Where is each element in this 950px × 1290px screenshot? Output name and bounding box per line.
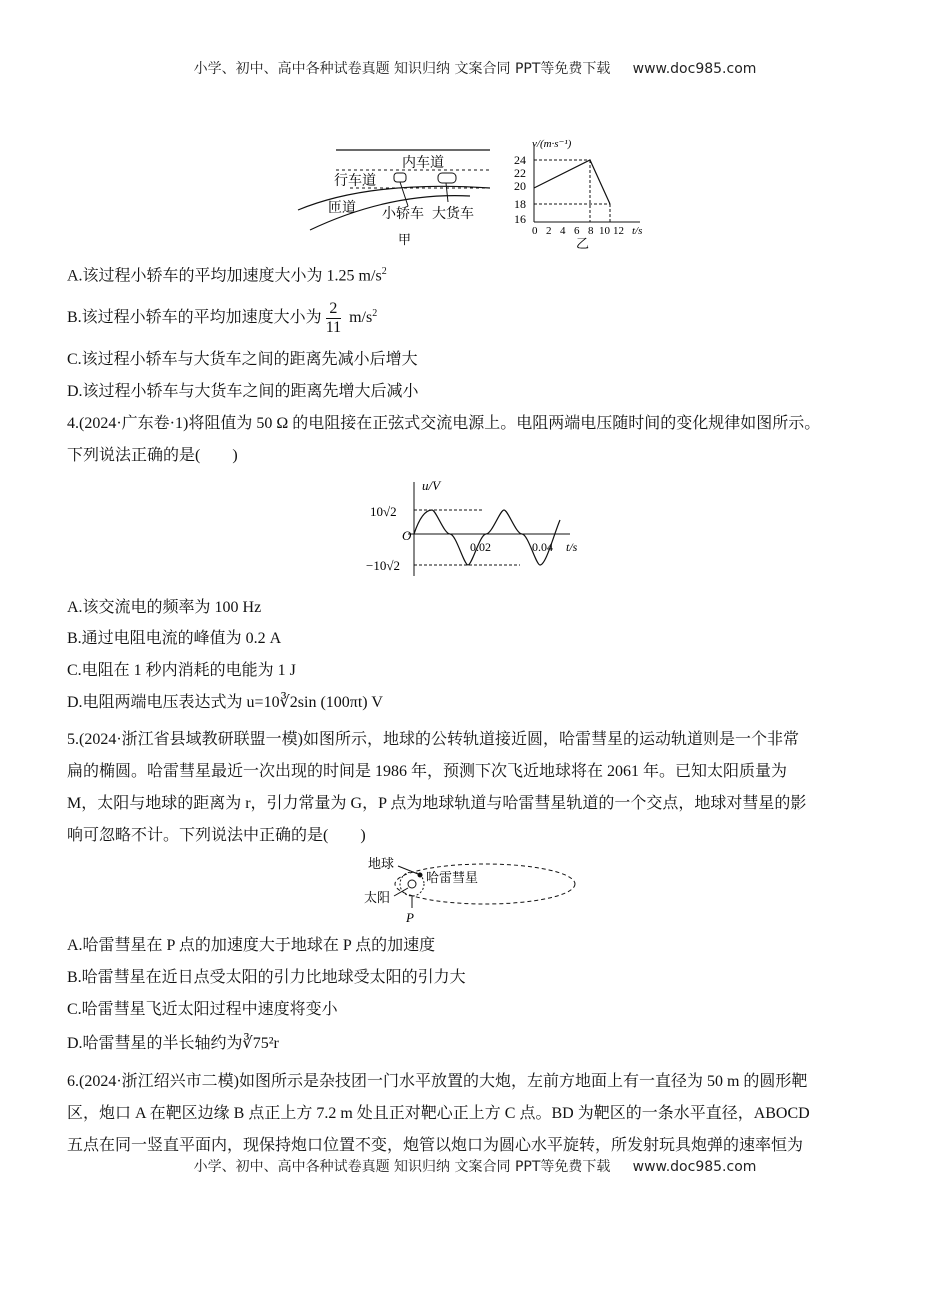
q5-orbit-figure: [360, 850, 590, 930]
q3-option-a-sup: 2: [381, 266, 387, 277]
q4-option-a: A.该交流电的频率为 100 Hz: [67, 599, 262, 616]
y-tick-16: 16: [514, 212, 526, 226]
fraction-numerator: 2: [326, 300, 341, 319]
earth-icon: [418, 873, 423, 878]
q5-option-d: D.哈雷彗星的半长轴约为∛75²r: [67, 1035, 279, 1052]
label-p: P: [406, 910, 414, 925]
q4-stem-line2: 下列说法正确的是( ): [67, 447, 238, 464]
comet-orbit: [395, 864, 575, 904]
label-small-car: 小轿车: [382, 207, 424, 222]
y-tick-20: 20: [514, 179, 526, 193]
q4-option-d: D.电阻两端电压表达式为 u=10∛2sin (100πt) V: [67, 694, 383, 711]
page-header: [0, 58, 950, 78]
q4-t1: 0.02: [470, 540, 491, 554]
x-axis-label: t/s: [632, 225, 643, 237]
q3-option-b-sup: 2: [372, 307, 378, 319]
q5-stem-line4: 响可忽略不计。下列说法中正确的是( ): [67, 827, 366, 844]
page-footer: [0, 1156, 950, 1176]
q3-option-a-text: A.该过程小轿车的平均加速度大小为 1.25 m/s: [67, 267, 382, 285]
q4-option-c: C.电阻在 1 秒内消耗的电能为 1 J: [67, 662, 296, 679]
sine-curve: [414, 510, 560, 565]
q6-line1: 6.(2024·浙江绍兴市二模)如图所示是杂技团一门水平放置的大炮，左前方地面上有一直径为 50 m 的圆形靶: [67, 1073, 808, 1090]
footer-site: www.doc985.com: [632, 1159, 757, 1175]
q3-option-b-text: B.该过程小轿车的平均加速度大小为: [67, 309, 322, 327]
header-text: 小学、初中、高中各种试卷真题 知识归纳 文案合同 PPT等免费下载: [193, 61, 611, 77]
sun-icon: [408, 880, 416, 888]
q3-option-a: [67, 262, 387, 286]
x-tick-10: 10: [599, 225, 610, 237]
header-site: www.doc985.com: [632, 61, 757, 77]
fraction-denominator: 11: [325, 319, 342, 336]
big-truck-icon: [438, 173, 456, 183]
q4-stem-line1: 4.(2024·广东卷·1)将阻值为 50 Ω 的电阻接在正弦式交流电源上。电阻两端电压随时间的变化规律如图所示。: [67, 415, 821, 432]
q5-stem-line2: 扁的椭圆。哈雷彗星最近一次出现的时间是 1986 年，预测下次飞近地球将在 2061 年。已知太阳质量为: [67, 763, 788, 780]
q3-option-d: D.该过程小轿车与大货车之间的距离先增大后减小: [67, 383, 419, 400]
q4-pos-peak: 10√2: [370, 504, 397, 519]
label-comet: 哈雷彗星: [426, 870, 479, 885]
q6-line3: 五点在同一竖直平面内，现保持炮口位置不变，炮管以炮口为圆心水平旋转，所发射玩具炮弹的速率恒为: [67, 1137, 804, 1154]
q4-sine-figure: [360, 472, 600, 584]
x-tick-8: 8: [588, 225, 594, 237]
y-tick-22: 22: [514, 166, 526, 180]
q5-option-b: B.哈雷彗星在近日点受太阳的引力比地球受太阳的引力大: [67, 969, 466, 986]
q4-y-label: u/V: [422, 478, 441, 493]
q4-x-label: t/s: [566, 540, 578, 554]
q6-line2: 区，炮口 A 在靶区边缘 B 点正上方 7.2 m 处且正对靶心正上方 C 点。BD 为靶区的一条水平直径，ABOCD: [67, 1105, 810, 1122]
x-tick-2: 2: [546, 225, 552, 237]
q5-option-c: C.哈雷彗星飞近太阳过程中速度将变小: [67, 1001, 338, 1018]
q3-option-b: [67, 300, 377, 337]
y-tick-18: 18: [514, 197, 526, 211]
label-big-truck: 大货车: [432, 207, 474, 222]
caption-jia: 甲: [398, 232, 412, 247]
label-earth: 地球: [368, 856, 395, 871]
label-sun: 太阳: [364, 890, 391, 905]
y-tick-24: 24: [514, 153, 526, 167]
x-tick-4: 4: [560, 225, 566, 237]
caption-yi: 乙: [576, 236, 590, 251]
small-car-icon: [394, 173, 406, 182]
x-tick-0: 0: [532, 225, 538, 237]
q3-option-b-fraction: [326, 300, 341, 337]
q4-origin: O: [402, 528, 412, 543]
label-inner-lane: 内车道: [402, 156, 444, 171]
y-axis-label: v/(m·s⁻¹): [532, 138, 572, 150]
x-tick-12: 12: [613, 225, 624, 237]
q5-stem-line3: M，太阳与地球的距离为 r，引力常量为 G，P 点为地球轨道与哈雷彗星轨道的一个交点，地球对彗星的影: [67, 795, 807, 812]
q3-option-c: C.该过程小轿车与大货车之间的距离先减小后增大: [67, 351, 418, 368]
x-tick-6: 6: [574, 225, 580, 237]
footer-text: 小学、初中、高中各种试卷真题 知识归纳 文案合同 PPT等免费下载: [193, 1159, 611, 1175]
q5-stem-line1: 5.(2024·浙江省县域教研联盟一模)如图所示，地球的公转轨道接近圆，哈雷彗星的运动轨道则是一个非常: [67, 731, 799, 748]
label-driving-lane: 行车道: [334, 174, 376, 189]
figure-jia: [290, 140, 500, 252]
q4-neg-peak: −10√2: [366, 558, 400, 573]
q3-option-b-unit: m/s: [349, 309, 373, 327]
label-ramp: 匝道: [328, 201, 356, 216]
q4-option-b: B.通过电阻电流的峰值为 0.2 A: [67, 630, 282, 647]
velocity-line: [534, 160, 610, 204]
q5-option-a: A.哈雷彗星在 P 点的加速度大于地球在 P 点的加速度: [67, 937, 436, 954]
q4-t2: 0.04: [532, 540, 553, 554]
figure-yi: [510, 132, 660, 252]
